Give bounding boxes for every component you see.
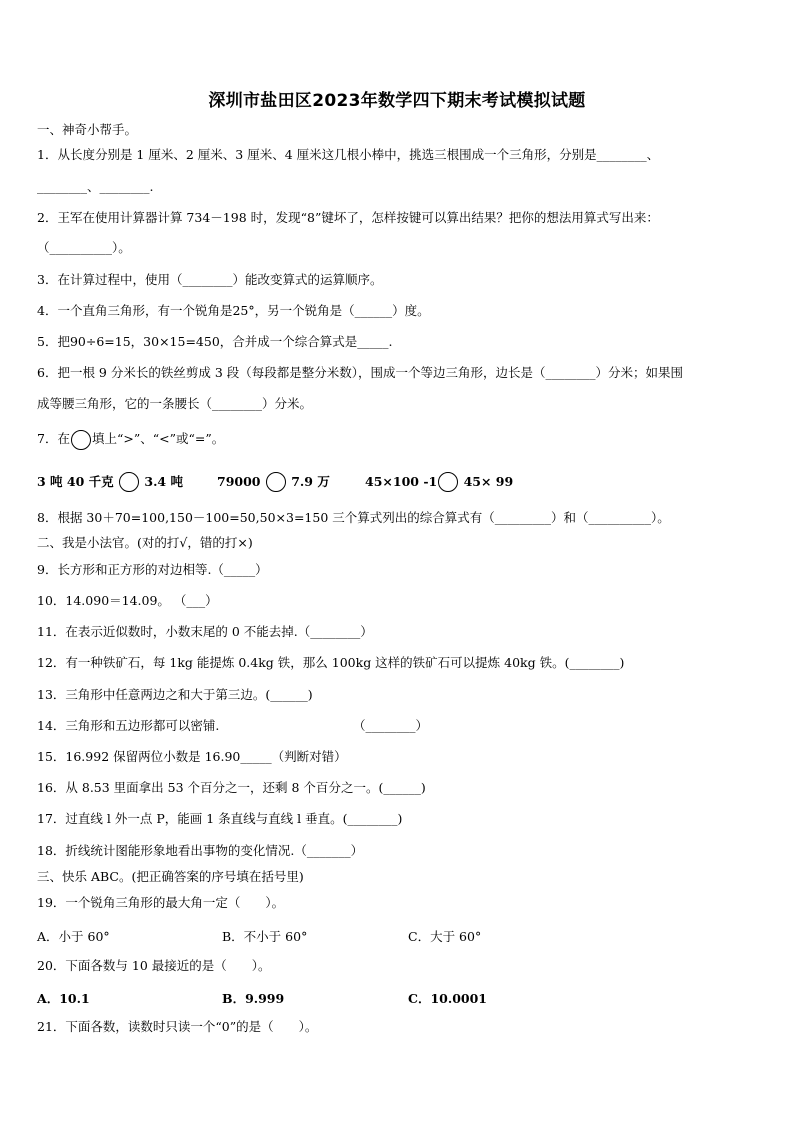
question-8: 8．根据 30＋70=100,150－100=50,50×3=150 三个算式列出的综合算式有（_________）和（__________）。 [37, 510, 670, 525]
compare-item-3-right: 45× 99 [463, 473, 514, 489]
question-19-option-c[interactable]: C．大于 60° [408, 929, 482, 944]
question-6-line-2: 成等腰三角形，它的一条腰长（________）分米。 [37, 396, 313, 411]
question-2-line-2: （__________）。 [37, 240, 131, 255]
question-18: 18．折线统计图能形象地看出事物的变化情况.（_______） [37, 843, 364, 858]
question-17: 17．过直线 l 外一点 P，能画 1 条直线与直线 l 垂直。(________) [37, 811, 403, 826]
question-21: 21．下面各数，读数时只读一个“0”的是（ ）。 [37, 1019, 318, 1034]
question-7-prefix: 7．在 [37, 431, 70, 446]
question-13: 13．三角形中任意两边之和大于第三边。(______) [37, 687, 313, 702]
section-1-heading: 一、神奇小帮手。 [37, 122, 138, 137]
compare-circle-icon [71, 430, 91, 450]
section-2-heading: 二、我是小法官。(对的打√，错的打×) [37, 535, 253, 550]
compare-circle-icon[interactable] [438, 472, 458, 492]
question-12: 12．有一种铁矿石，每 1kg 能提炼 0.4kg 铁，那么 100kg 这样的铁矿石可以提炼 40kg 铁。(________) [37, 655, 625, 670]
question-20-option-a[interactable]: A．10.1 [37, 991, 90, 1006]
question-14 [37, 718, 762, 734]
question-20: 20．下面各数与 10 最接近的是（ ）。 [37, 958, 271, 973]
compare-item-1-left: 3 吨 40 千克 [37, 473, 114, 489]
page-title: 深圳市盐田区2023年数学四下期末考试模拟试题 [208, 91, 586, 111]
compare-circle-icon[interactable] [266, 472, 286, 492]
question-9: 9．长方形和正方形的对边相等.（_____） [37, 562, 268, 577]
question-20-option-b[interactable]: B．9.999 [222, 991, 285, 1006]
question-20-option-c[interactable]: C．10.0001 [408, 991, 487, 1006]
question-1-line-2: ________、________. [37, 179, 154, 194]
question-19-option-b[interactable]: B．不小于 60° [222, 929, 308, 944]
section-3-heading: 三、快乐 ABC。(把正确答案的序号填在括号里) [37, 869, 304, 884]
question-4: 4．一个直角三角形，有一个锐角是25°，另一个锐角是（______）度。 [37, 303, 430, 318]
question-19: 19．一个锐角三角形的最大角一定（ ）。 [37, 895, 285, 910]
compare-item-1-right: 3.4 吨 [144, 473, 183, 489]
compare-circle-icon[interactable] [119, 472, 139, 492]
question-14-blank: （________） [353, 718, 429, 733]
compare-item-1 [37, 471, 183, 493]
question-7-instruction [37, 428, 762, 450]
question-19-option-a[interactable]: A．小于 60° [37, 929, 110, 944]
question-7-suffix: 填上“>”、“<”或“=”。 [91, 431, 225, 446]
compare-item-2-left: 79000 [217, 473, 261, 489]
question-1-line-1: 1．从长度分别是 1 厘米、2 厘米、3 厘米、4 厘米这几根小棒中，挑选三根围成一个三角形，分别是________、 [37, 147, 660, 162]
question-7-items [37, 470, 762, 493]
question-6-line-1: 6．把一根 9 分米长的铁丝剪成 3 段（每段都是整分米数），围成一个等边三角形，边长是（________）分米；如果围 [37, 365, 684, 380]
question-10: 10．14.090＝14.09。 （___） [37, 593, 218, 608]
question-15: 15．16.992 保留两位小数是 16.90_____（判断对错） [37, 749, 347, 764]
question-2-line-1: 2．王军在使用计算器计算 734－198 时，发现“8”键坏了，怎样按键可以算出结果？把你的想法用算式写出来： [37, 210, 659, 225]
compare-item-3-left: 45×100 -1 [365, 473, 438, 489]
question-14-text: 14．三角形和五边形都可以密铺. [37, 718, 220, 733]
compare-item-2-right: 7.9 万 [291, 473, 330, 489]
question-3: 3．在计算过程中，使用（________）能改变算式的运算顺序。 [37, 272, 383, 287]
compare-item-2 [217, 471, 337, 493]
question-16: 16．从 8.53 里面拿出 53 个百分之一，还剩 8 个百分之一。(______) [37, 780, 426, 795]
question-11: 11．在表示近似数时，小数末尾的 0 不能去掉.（________） [37, 624, 373, 639]
question-5: 5．把90÷6=15，30×15=450，合并成一个综合算式是_____. [37, 334, 393, 349]
compare-item-3 [365, 471, 513, 493]
